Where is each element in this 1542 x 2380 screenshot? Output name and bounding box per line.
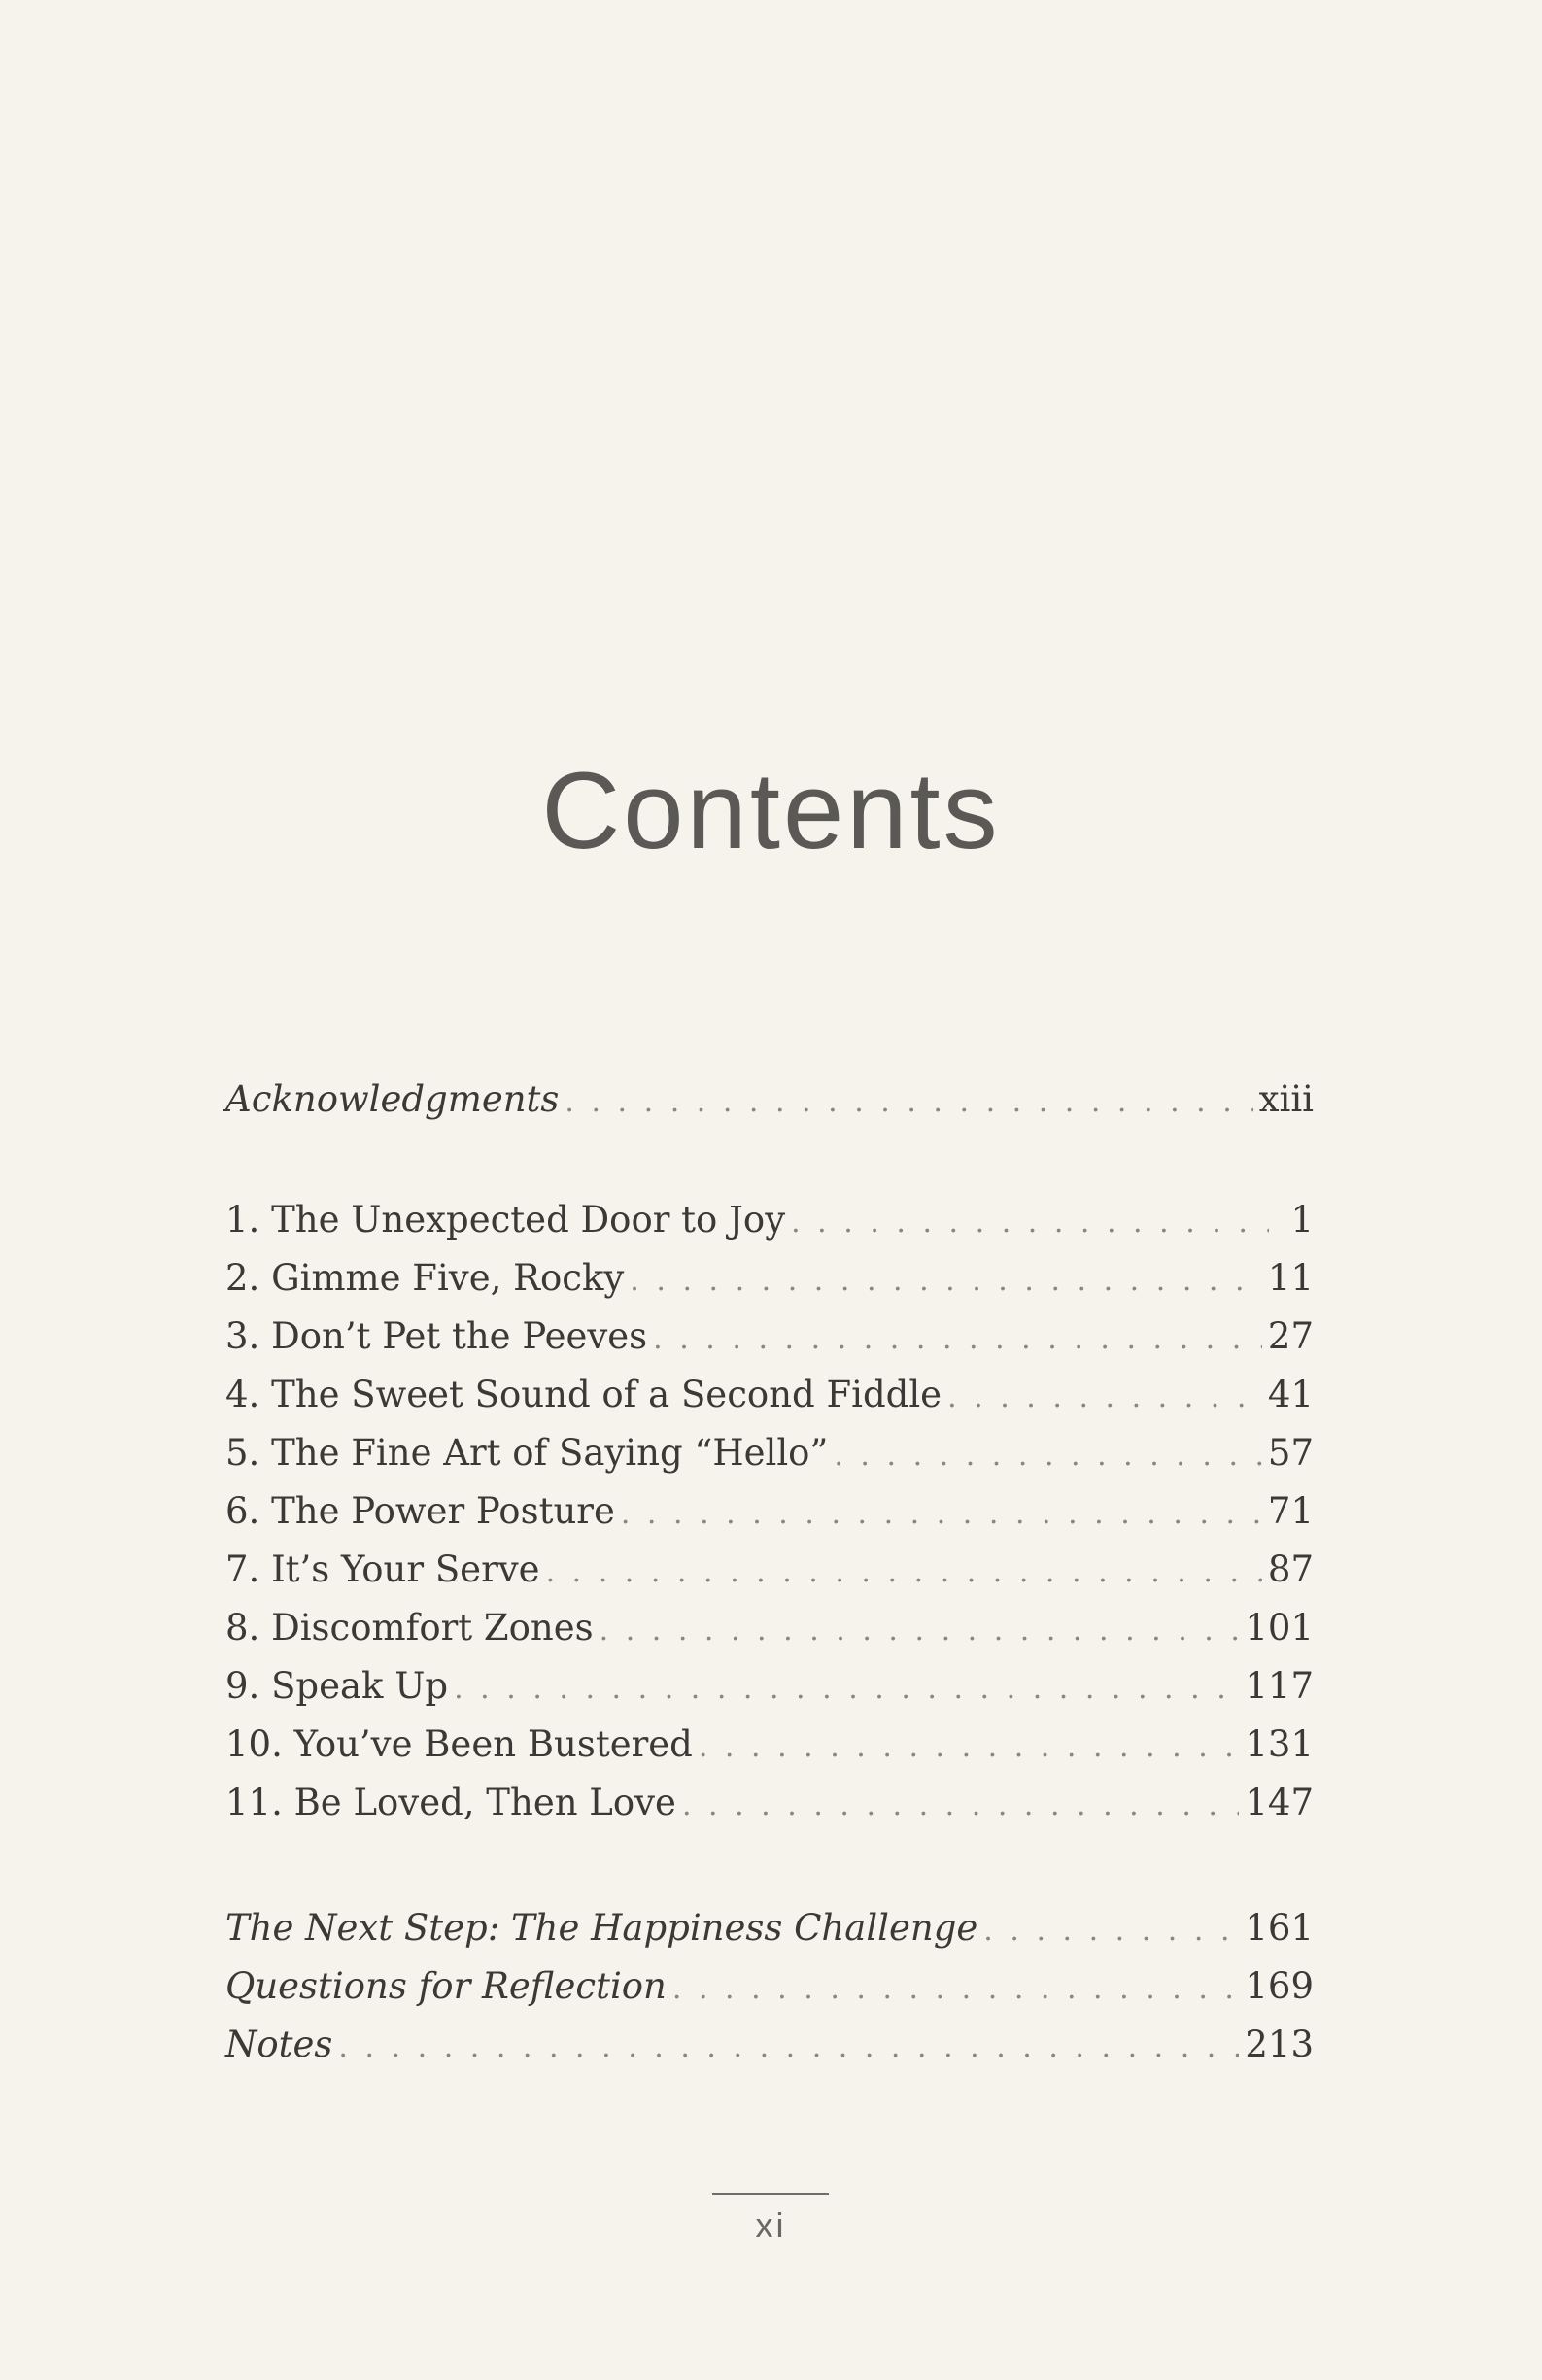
toc-entry — [225, 1191, 1314, 1249]
toc-entry-page: 131 — [1245, 1723, 1314, 1765]
toc-entry-label: 2. Gimme Five, Rocky — [225, 1257, 625, 1299]
toc-back-matter — [225, 1899, 1314, 2074]
toc-front-matter — [225, 1071, 1314, 1129]
folio-divider — [712, 2193, 829, 2195]
dot-leader — [546, 1544, 1262, 1602]
dot-leader — [454, 1660, 1239, 1718]
dot-leader — [565, 1073, 1252, 1132]
toc-entry — [225, 1308, 1314, 1366]
toc-entry-page: xiii — [1258, 1078, 1314, 1120]
toc-entry-label: 7. It’s Your Serve — [225, 1548, 540, 1590]
page-number: xi — [755, 2205, 787, 2245]
toc-entry — [225, 1249, 1314, 1308]
dot-leader — [621, 1485, 1262, 1544]
toc-entry-label: 1. The Unexpected Door to Joy — [225, 1199, 786, 1241]
dot-leader — [672, 1960, 1239, 2019]
toc-entry — [225, 1599, 1314, 1657]
toc-entry-label: 6. The Power Posture — [225, 1490, 615, 1532]
dot-leader — [630, 1252, 1262, 1310]
toc-entry — [225, 1774, 1314, 1832]
toc-entry-page: 87 — [1267, 1548, 1314, 1590]
toc-entry-label: 11. Be Loved, Then Love — [225, 1782, 676, 1823]
toc-entry — [225, 1071, 1314, 1129]
toc-chapters — [225, 1191, 1314, 1832]
toc-entry-page: 57 — [1267, 1432, 1314, 1474]
toc-entry-label: The Next Step: The Happiness Challenge — [225, 1907, 978, 1949]
toc-entry-label: 9. Speak Up — [225, 1665, 449, 1707]
dot-leader — [834, 1427, 1262, 1485]
toc-entry-page: 27 — [1267, 1315, 1314, 1357]
toc-entry-label: 8. Discomfort Zones — [225, 1607, 594, 1649]
page-title: Contents — [541, 750, 1001, 871]
toc-entry-page: 169 — [1245, 1965, 1314, 2007]
toc-entry-page: 161 — [1245, 1907, 1314, 1949]
toc-entry-label: 4. The Sweet Sound of a Second Fiddle — [225, 1374, 942, 1415]
toc-entry-page: 213 — [1245, 2023, 1314, 2065]
toc-entry-label: 10. You’ve Been Bustered — [225, 1723, 693, 1765]
toc-entry-label: Questions for Reflection — [225, 1965, 667, 2007]
dot-leader — [791, 1194, 1269, 1252]
toc-entry — [225, 1716, 1314, 1774]
dot-leader — [338, 2019, 1239, 2077]
dot-leader — [653, 1310, 1262, 1369]
toc-entry — [225, 1899, 1314, 1957]
toc-entry-page: 117 — [1245, 1665, 1314, 1707]
toc-entry — [225, 1957, 1314, 2016]
dot-leader — [699, 1718, 1240, 1777]
toc-entry — [225, 1424, 1314, 1482]
toc-entry-page: 1 — [1290, 1199, 1314, 1241]
toc-entry — [225, 1366, 1314, 1424]
dot-leader — [983, 1902, 1239, 1960]
toc-entry-page: 101 — [1245, 1607, 1314, 1649]
toc-entry — [225, 1541, 1314, 1599]
dot-leader — [682, 1777, 1239, 1835]
toc-entry-page: 147 — [1245, 1782, 1314, 1823]
toc-entry-page: 71 — [1267, 1490, 1314, 1532]
toc-entry — [225, 1657, 1314, 1716]
toc-entry-label: Acknowledgments — [225, 1078, 560, 1120]
toc-entry-label: 3. Don’t Pet the Peeves — [225, 1315, 648, 1357]
toc-entry-label: Notes — [225, 2023, 333, 2065]
toc-entry-page: 11 — [1267, 1257, 1314, 1299]
toc-entry — [225, 1482, 1314, 1541]
dot-leader — [600, 1602, 1240, 1660]
toc-entry-page: 41 — [1267, 1374, 1314, 1415]
toc-entry — [225, 2016, 1314, 2074]
toc-entry-label: 5. The Fine Art of Saying “Hello” — [225, 1432, 829, 1474]
dot-leader — [947, 1369, 1262, 1427]
